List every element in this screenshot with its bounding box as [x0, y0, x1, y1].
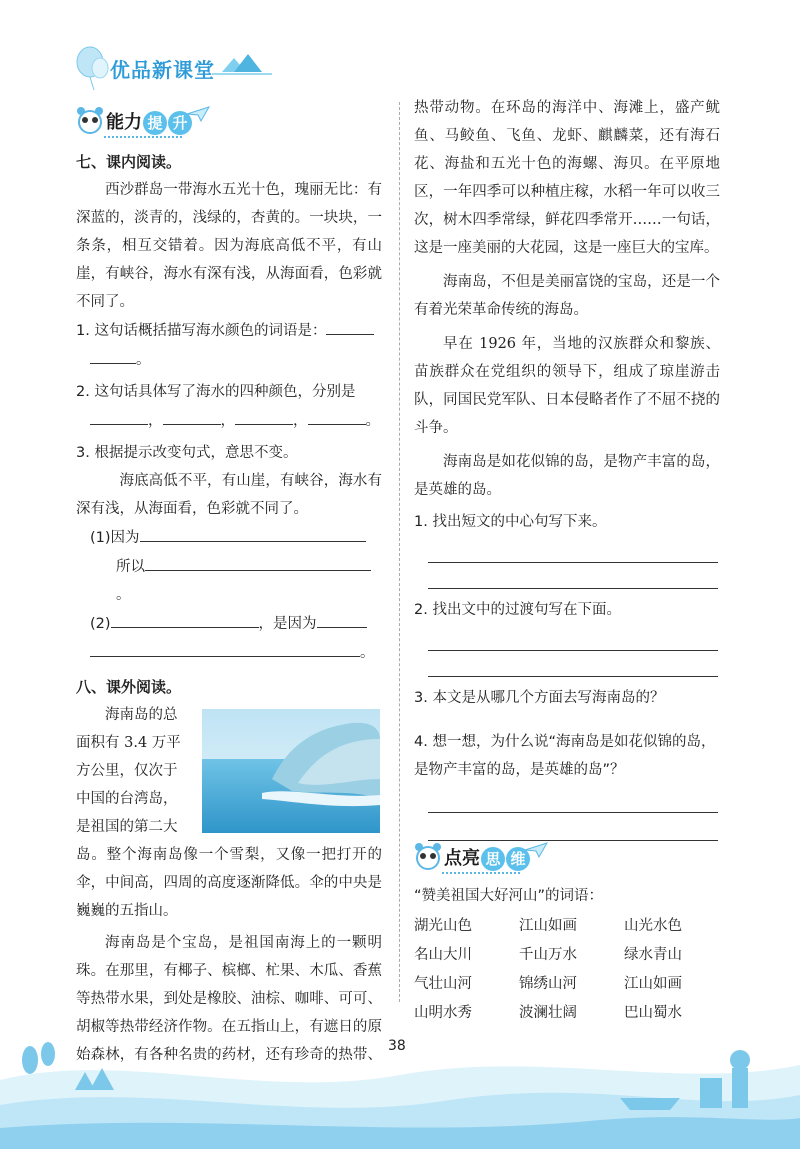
answer-line[interactable] [428, 588, 718, 589]
vocab-row [414, 939, 729, 968]
answer-blank[interactable] [326, 316, 374, 335]
question-text: 1. 这句话概括描写海水颜色的词语是： [76, 323, 327, 339]
panda-icon [414, 842, 442, 872]
s7-question-3: 3. 根据提示改变句式，意思不变。 [76, 445, 298, 461]
badge-highlight: 思 [481, 847, 505, 871]
answer-line[interactable] [428, 650, 718, 651]
badge-text: 点亮 [444, 848, 480, 869]
badge-highlight: 维 [506, 847, 530, 871]
island-photo [202, 709, 380, 833]
vocab-word: 江山如画 [624, 976, 682, 992]
vocab-row [414, 910, 729, 939]
answer-blank[interactable] [90, 406, 148, 425]
s8-p2-left: 海南岛是个宝岛，是祖国南海上的一颗明珠。在那里，有椰子、槟榔、杧果、木瓜、香蕉等热带水果，到处是橡胶、油棕、咖啡、可可、胡椒等热带经济作物。在五指山上，有遮日的原始森林，有各种名贵的药材，还有珍奇的热带、 [76, 935, 382, 1063]
section-badge-thinking [414, 840, 544, 876]
vocab-word: 千山万水 [519, 947, 577, 963]
column-divider [399, 102, 400, 1002]
brand-title: 优品新课堂 [110, 58, 215, 82]
s7-q3-sentence: 海底高低不平，有山崖，有峡谷，海水有深有浅，从海面看，色彩就不同了。 [76, 473, 382, 517]
s8-question-3: 3. 本文是从哪几个方面去写海南岛的？ [414, 690, 665, 706]
badge-text: 能力 [106, 112, 142, 133]
q3-label: 所以 [116, 559, 145, 575]
answer-blank[interactable] [140, 523, 366, 542]
answer-blank[interactable] [163, 406, 221, 425]
vocab-row [414, 968, 729, 997]
badge-highlight: 升 [168, 111, 192, 135]
panda-icon [76, 106, 104, 136]
answer-blank[interactable] [235, 406, 293, 425]
s8-p5: 海南岛是如花似锦的岛，是物产丰富的岛，是英雄的岛。 [414, 454, 720, 498]
s8-question-2: 2. 找出文中的过渡句写在下面。 [414, 602, 621, 618]
right-column [414, 94, 720, 846]
s8-p1-rest: 岛。整个海南岛像一个雪梨，又像一把打开的伞，中间高，四周的高度逐渐降低。伞的中央是巍巍的五指山。 [76, 847, 382, 919]
s8-p4: 早在 1926 年，当地的汉族群众和黎族、苗族群众在党组织的领导下，组成了琼崖游击队，同国民党军队、日本侵略者作了不屈不挠的斗争。 [414, 336, 720, 436]
section-badge-ability [76, 104, 206, 140]
vocab-word: 江山如画 [519, 918, 577, 934]
s8-intro-lines: 海南岛的总 面积有 3.4 万平 方公里，仅次于 中国的台湾岛， 是祖国的第二大 [76, 707, 181, 835]
paper-plane-icon [186, 106, 210, 122]
answer-blank[interactable] [111, 609, 259, 628]
answer-line[interactable] [428, 562, 718, 563]
paper-plane-icon [524, 842, 548, 858]
s7-question-1 [76, 316, 382, 345]
vocab-word: 湖光山色 [414, 918, 472, 934]
vocab-word: 绿水青山 [624, 947, 682, 963]
vocab-word: 名山大川 [414, 947, 472, 963]
section7-heading: 七、课内阅读。 [76, 153, 182, 171]
vocab-intro: “赞美祖国大好河山”的词语： [414, 888, 604, 904]
vocab-table [414, 910, 729, 1026]
answer-blank[interactable] [308, 406, 366, 425]
s8-question-1: 1. 找出短文的中心句写下来。 [414, 514, 607, 530]
s8-p3: 海南岛，不但是美丽富饶的宝岛，还是一个有着光荣革命传统的海岛。 [414, 274, 720, 318]
badge-highlight: 提 [143, 111, 167, 135]
q3-label: (2) [90, 616, 111, 632]
vocab-word: 巴山蜀水 [624, 1005, 682, 1021]
q3-label: (1)因为 [90, 530, 140, 546]
vocab-word: 山光水色 [624, 918, 682, 934]
vocab-word: 山明水秀 [414, 1005, 472, 1021]
page-number: 38 [388, 1038, 406, 1054]
vocab-word: 气壮山河 [414, 976, 472, 992]
answer-blank[interactable] [90, 638, 360, 657]
s8-question-4: 4. 想一想，为什么说“海南岛是如花似锦的岛，是物产丰富的岛，是英雄的岛”？ [414, 734, 716, 778]
left-column: 七、课内阅读。 西沙群岛一带海水五光十色，瑰丽无比：有深蓝的，淡青的，浅绿的，杏黄的。一块块，一条条，相互交错着。因为海底高低不平，有山崖，有峡谷，海水有深有浅，从海面看，色彩就不同了。 1. 这句话概括描写海水颜色的词语是： 。 2. 这句话具体写了海水的四种颜色，分别是 ， ， ， 。 3. 根据提示改变句式，意思不变。 海底高低不平，有山崖，有峡谷，海水有深有浅，从海面看，色彩就不同了。 (1)因为 所以。 (2) ，是因为 。 八、课外阅读。 海南岛的总 面积有 3.4 万平 方公里，仅次于 中国的台湾岛， 是祖国的第二大 岛。整个海南岛像一个雪梨，又像一把打开的伞，中间高，四周的高度逐渐降低。伞的中央是巍巍的五指山。 海南岛是个宝岛，是祖国南海上的一颗明珠。在那里，有椰子、槟榔、杧果、木瓜、香蕉等热带水果，到处是橡胶、油棕、咖啡、可可、胡椒等热带经济作物。在五指山上，有遮日的原始森林，有各种名贵的药材，还有珍奇的热带、 [76, 148, 382, 1097]
vocab-word: 波澜壮阔 [519, 1005, 577, 1021]
vocab-word: 锦绣山河 [519, 976, 577, 992]
section8-heading: 八、课外阅读。 [76, 678, 182, 696]
answer-line[interactable] [428, 676, 718, 677]
section7-passage: 西沙群岛一带海水五光十色，瑰丽无比：有深蓝的，淡青的，浅绿的，杏黄的。一块块，一条条，相互交错着。因为海底高低不平，有山崖，有峡谷，海水有深有浅，从海面看，色彩就不同了。 [76, 182, 382, 310]
s8-p2-right: 热带动物。在环岛的海洋中、海滩上，盛产鱿鱼、马鲛鱼、飞鱼、龙虾、麒麟菜，还有海石花、海盐和五光十色的海螺、海贝。在平原地区，一年四季可以种植庄稼，水稻一年可以收三次，树木四季常绿，鲜花四季常开……一句话，这是一座美丽的大花园，这是一座巨大的宝库。 [414, 100, 720, 256]
answer-line[interactable] [428, 812, 718, 813]
answer-blank[interactable] [145, 552, 371, 571]
answer-blank[interactable] [317, 609, 367, 628]
answer-blank[interactable] [90, 345, 136, 364]
s7-question-2: 2. 这句话具体写了海水的四种颜色，分别是 [76, 384, 356, 400]
brand-logo [72, 42, 272, 92]
q3-label: ，是因为 [258, 616, 317, 632]
